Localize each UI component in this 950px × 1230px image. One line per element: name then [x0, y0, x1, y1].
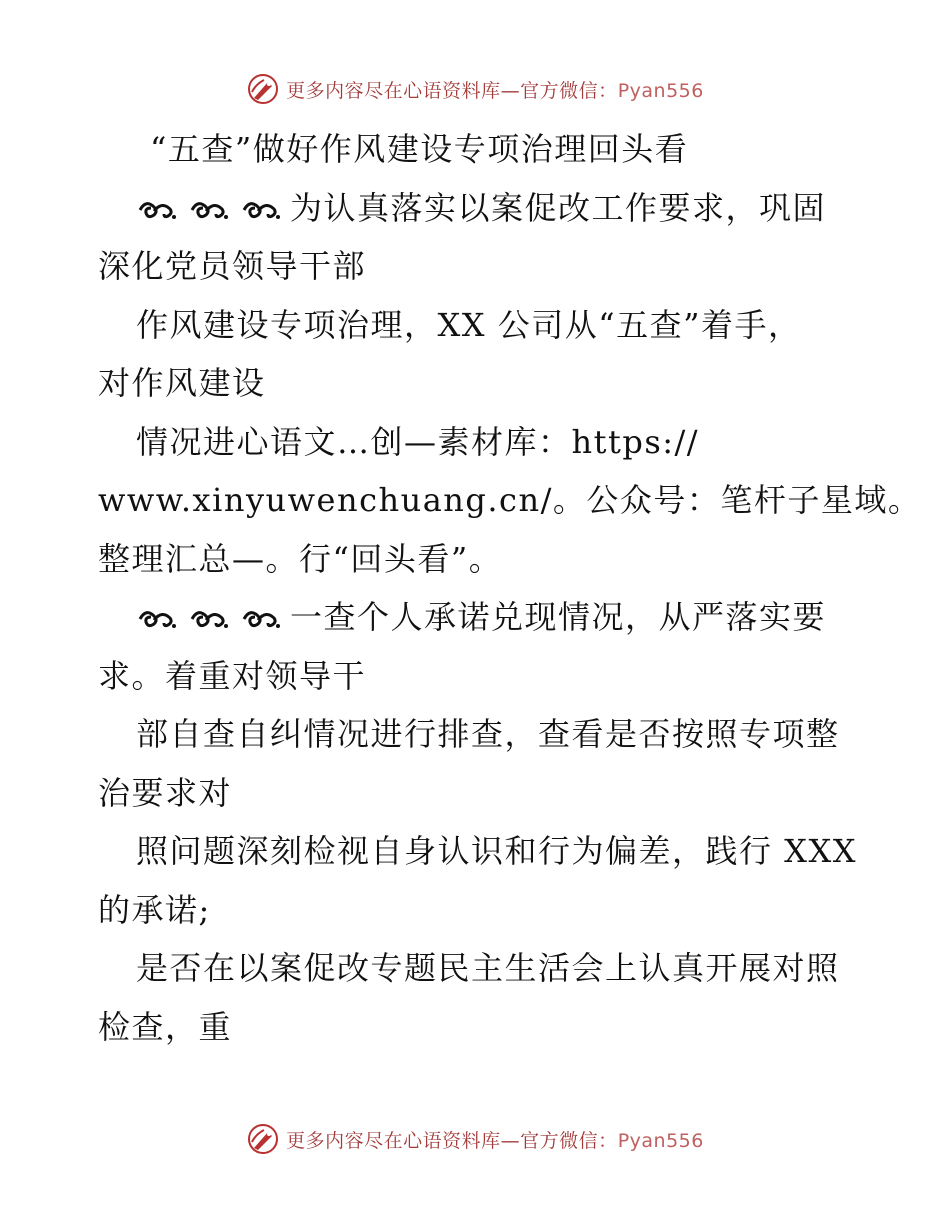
header-banner-text: 更多内容尽在心语资料库—官方微信：Pyan556: [286, 79, 704, 102]
paragraph-line: 深化党员领导干部: [98, 247, 367, 285]
pen-nib-logo-icon: [246, 72, 280, 106]
paragraph-line: 为认真落实以案促改工作要求，巩固: [98, 179, 858, 238]
scroll-ornament-icon: [240, 183, 282, 209]
paragraph-line: 检查，重: [98, 1007, 233, 1046]
paragraph-line: 照问题深刻检视自身认识和行为偏差，践行 XXX: [136, 832, 858, 870]
paragraph-line: 的承诺;: [98, 890, 211, 929]
paragraph-line: 情况进心语文…创—素材库：https://: [136, 422, 700, 461]
paragraph-line: 一查个人承诺兑现情况，从严落实要: [98, 588, 858, 647]
paragraph-line: 部自查自纠情况进行排查，查看是否按照专项整: [136, 715, 840, 753]
paragraph-line: www.xinyuwenchuang.cn/。公众号：笔杆子星域。: [98, 481, 922, 519]
paragraph-line: 整理汇总—。行“回头看”。: [98, 539, 503, 578]
document-body: [98, 120, 922, 1056]
ornament-group: [136, 592, 282, 618]
scroll-ornament-icon: [188, 592, 230, 618]
ornament-group: [136, 183, 282, 209]
document-title: “五查”做好作风建设专项治理回头看: [150, 130, 689, 168]
scroll-ornament-icon: [136, 183, 178, 209]
paragraph-line: 求。着重对领导干: [98, 656, 367, 695]
paragraph-line: 对作风建设: [98, 364, 266, 402]
paragraph-line: 作风建设专项治理，XX 公司从“五查”着手，: [136, 305, 802, 344]
paragraph-line: 是否在以案促改专题民主生活会上认真开展对照: [136, 949, 840, 987]
scroll-ornament-icon: [136, 592, 178, 618]
footer-banner-text: 更多内容尽在心语资料库—官方微信：Pyan556: [286, 1129, 704, 1152]
header-banner: [0, 72, 950, 106]
paragraph-line: 治要求对: [98, 773, 233, 812]
scroll-ornament-icon: [188, 183, 230, 209]
scroll-ornament-icon: [240, 592, 282, 618]
footer-banner: [0, 1122, 950, 1156]
pen-nib-logo-icon: [246, 1122, 280, 1156]
